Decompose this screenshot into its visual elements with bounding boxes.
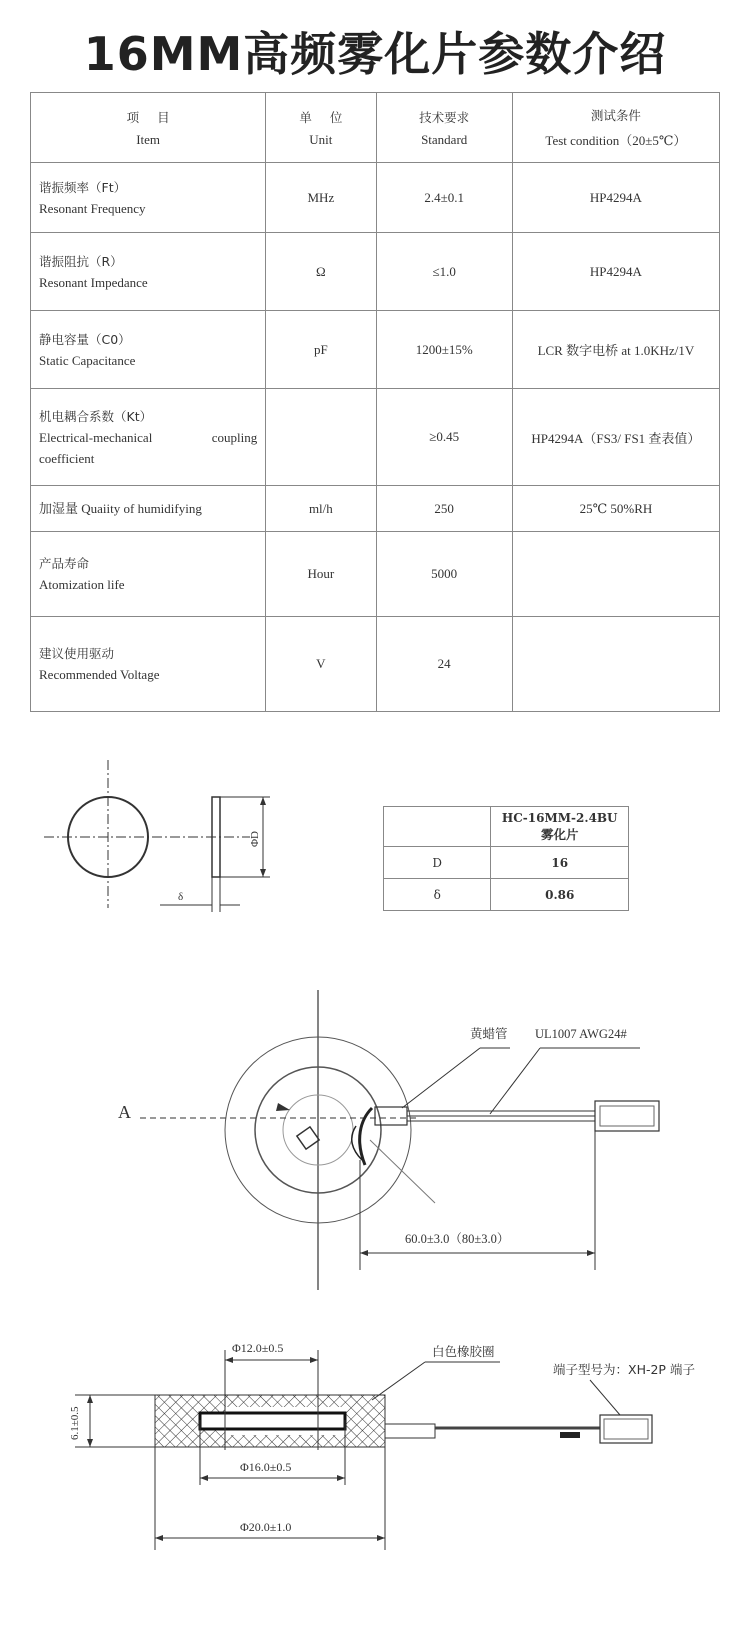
- dim-value: 0.86: [491, 879, 629, 911]
- dim-name: 雾化片: [540, 826, 579, 842]
- header-unit-cn: 单 位: [299, 109, 343, 125]
- lead-wire-curve: [360, 1108, 372, 1165]
- label-mid-diameter: Φ16.0±0.5: [240, 1460, 292, 1474]
- row-standard: ≥0.45: [376, 389, 512, 486]
- row-standard: ≤1.0: [376, 233, 512, 311]
- tube-leader: [402, 1048, 480, 1108]
- row-item-cn: 机电耦合系数（Kt）: [39, 408, 153, 424]
- header-standard-en: Standard: [421, 131, 468, 147]
- row-standard: 24: [376, 617, 512, 712]
- header-unit: [266, 93, 376, 163]
- spec-row-humidifying: [31, 486, 720, 532]
- label-a: A: [118, 1102, 131, 1122]
- row-item: [31, 389, 266, 486]
- ring-leader: [372, 1362, 425, 1400]
- row-item-en-c: coefficient: [39, 450, 95, 466]
- spec-header-row: [31, 93, 720, 163]
- cross-section-drawing: [0, 1340, 750, 1610]
- header-item-en: Item: [136, 131, 161, 147]
- header-standard: [376, 93, 512, 163]
- row-item-cn: 产品寿命: [39, 556, 90, 571]
- dim-header-row: [384, 807, 629, 847]
- dim-row-d: [384, 847, 629, 879]
- label-length: 60.0±3.0（80±3.0）: [405, 1232, 510, 1246]
- dim-row-delta: [384, 879, 629, 911]
- row-item-inline: 加湿量 Quaiity of humidifying: [31, 486, 266, 532]
- row-test: LCR 数字电桥 at 1.0KHz/1V: [512, 311, 719, 389]
- label-d: ΦD: [249, 831, 261, 847]
- ring-edge-line: [370, 1140, 435, 1203]
- label-delta: δ: [178, 891, 184, 903]
- row-item-en: Resonant Frequency: [39, 200, 146, 216]
- row-standard: 2.4±0.1: [376, 163, 512, 233]
- header-test-cn: 测试条件: [590, 108, 641, 123]
- row-item: [31, 311, 266, 389]
- row-unit: pF: [266, 311, 376, 389]
- dim-label: D: [384, 847, 491, 879]
- row-unit: Hour: [266, 532, 376, 617]
- label-terminal: 端子型号为：XH-2P 端子: [553, 1362, 695, 1377]
- row-unit: MHz: [266, 163, 376, 233]
- dim-model: HC-16MM-2.4BU: [501, 810, 618, 825]
- dim-value: 16: [491, 847, 629, 879]
- page-title: 16MM高频雾化片参数介绍: [83, 27, 667, 81]
- row-test: HP4294A（FS3/ FS1 查表值）: [512, 389, 719, 486]
- row-item-cn: 建议使用驱动: [39, 646, 115, 661]
- label-outer-diameter: Φ20.0±1.0: [240, 1520, 292, 1534]
- header-standard-cn: 技术要求: [419, 109, 470, 125]
- spec-row-voltage: [31, 617, 720, 712]
- row-unit: Ω: [266, 233, 376, 311]
- wire-leader: [490, 1048, 540, 1114]
- row-item: [31, 163, 266, 233]
- header-test-en: Test condition（20±5℃）: [545, 133, 687, 148]
- row-test: HP4294A: [512, 233, 719, 311]
- row-item: [31, 617, 266, 712]
- header-item-cn: 项 目: [126, 109, 170, 125]
- header-test: [512, 93, 719, 163]
- terminal-leader: [590, 1380, 620, 1415]
- header-unit-en: Unit: [309, 131, 333, 147]
- label-yellow-tube: 黄蜡管: [470, 1026, 508, 1041]
- row-standard: 250: [376, 486, 512, 532]
- row-item-cn: 谐振阻抗（R）: [39, 253, 123, 269]
- disc-dimension-drawing: [0, 760, 300, 920]
- label-rubber-ring: 白色橡胶圈: [432, 1344, 495, 1359]
- row-item-en-line: [39, 427, 257, 448]
- piezo-disc-section: [200, 1413, 345, 1429]
- lead-tube: [385, 1424, 435, 1438]
- header-item: [31, 93, 266, 163]
- row-test: 25℃ 50%RH: [512, 486, 719, 532]
- row-item-en: Atomization life: [39, 577, 125, 592]
- row-unit: [266, 389, 376, 486]
- row-item-cn: 谐振频率（Ft）: [39, 179, 127, 195]
- spec-row-life: [31, 532, 720, 617]
- row-item-en-b: coupling: [211, 429, 258, 445]
- row-item-en: Resonant Impedance: [39, 274, 148, 290]
- spec-row-impedance: [31, 233, 720, 311]
- spec-table: [30, 92, 720, 712]
- dimension-table: [383, 806, 629, 911]
- row-test: [512, 617, 719, 712]
- row-item-cn: 静电容量（C0）: [39, 331, 131, 347]
- row-item-en: Recommended Voltage: [39, 667, 160, 682]
- spec-row-coupling: [31, 389, 720, 486]
- dim-header-model: [491, 807, 629, 847]
- row-standard: 5000: [376, 532, 512, 617]
- label-inner-diameter: Φ12.0±0.5: [232, 1341, 284, 1355]
- label-wire: UL1007 AWG24#: [535, 1027, 627, 1041]
- row-standard: 1200±15%: [376, 311, 512, 389]
- row-unit: ml/h: [266, 486, 376, 532]
- row-unit: V: [266, 617, 376, 712]
- row-item-en-a: Electrical-mechanical: [39, 429, 153, 445]
- assembly-top-view-drawing: [0, 990, 750, 1310]
- spec-row-frequency: [31, 163, 720, 233]
- row-test: [512, 532, 719, 617]
- label-height: 6.1±0.5: [69, 1406, 81, 1440]
- row-item: [31, 532, 266, 617]
- electrode-pad: [297, 1127, 319, 1149]
- row-test: HP4294A: [512, 163, 719, 233]
- dim-header-empty: [384, 807, 491, 847]
- row-item-en: Static Capacitance: [39, 352, 136, 368]
- spec-row-capacitance: [31, 311, 720, 389]
- dim-label: δ: [384, 879, 491, 911]
- row-item: [31, 233, 266, 311]
